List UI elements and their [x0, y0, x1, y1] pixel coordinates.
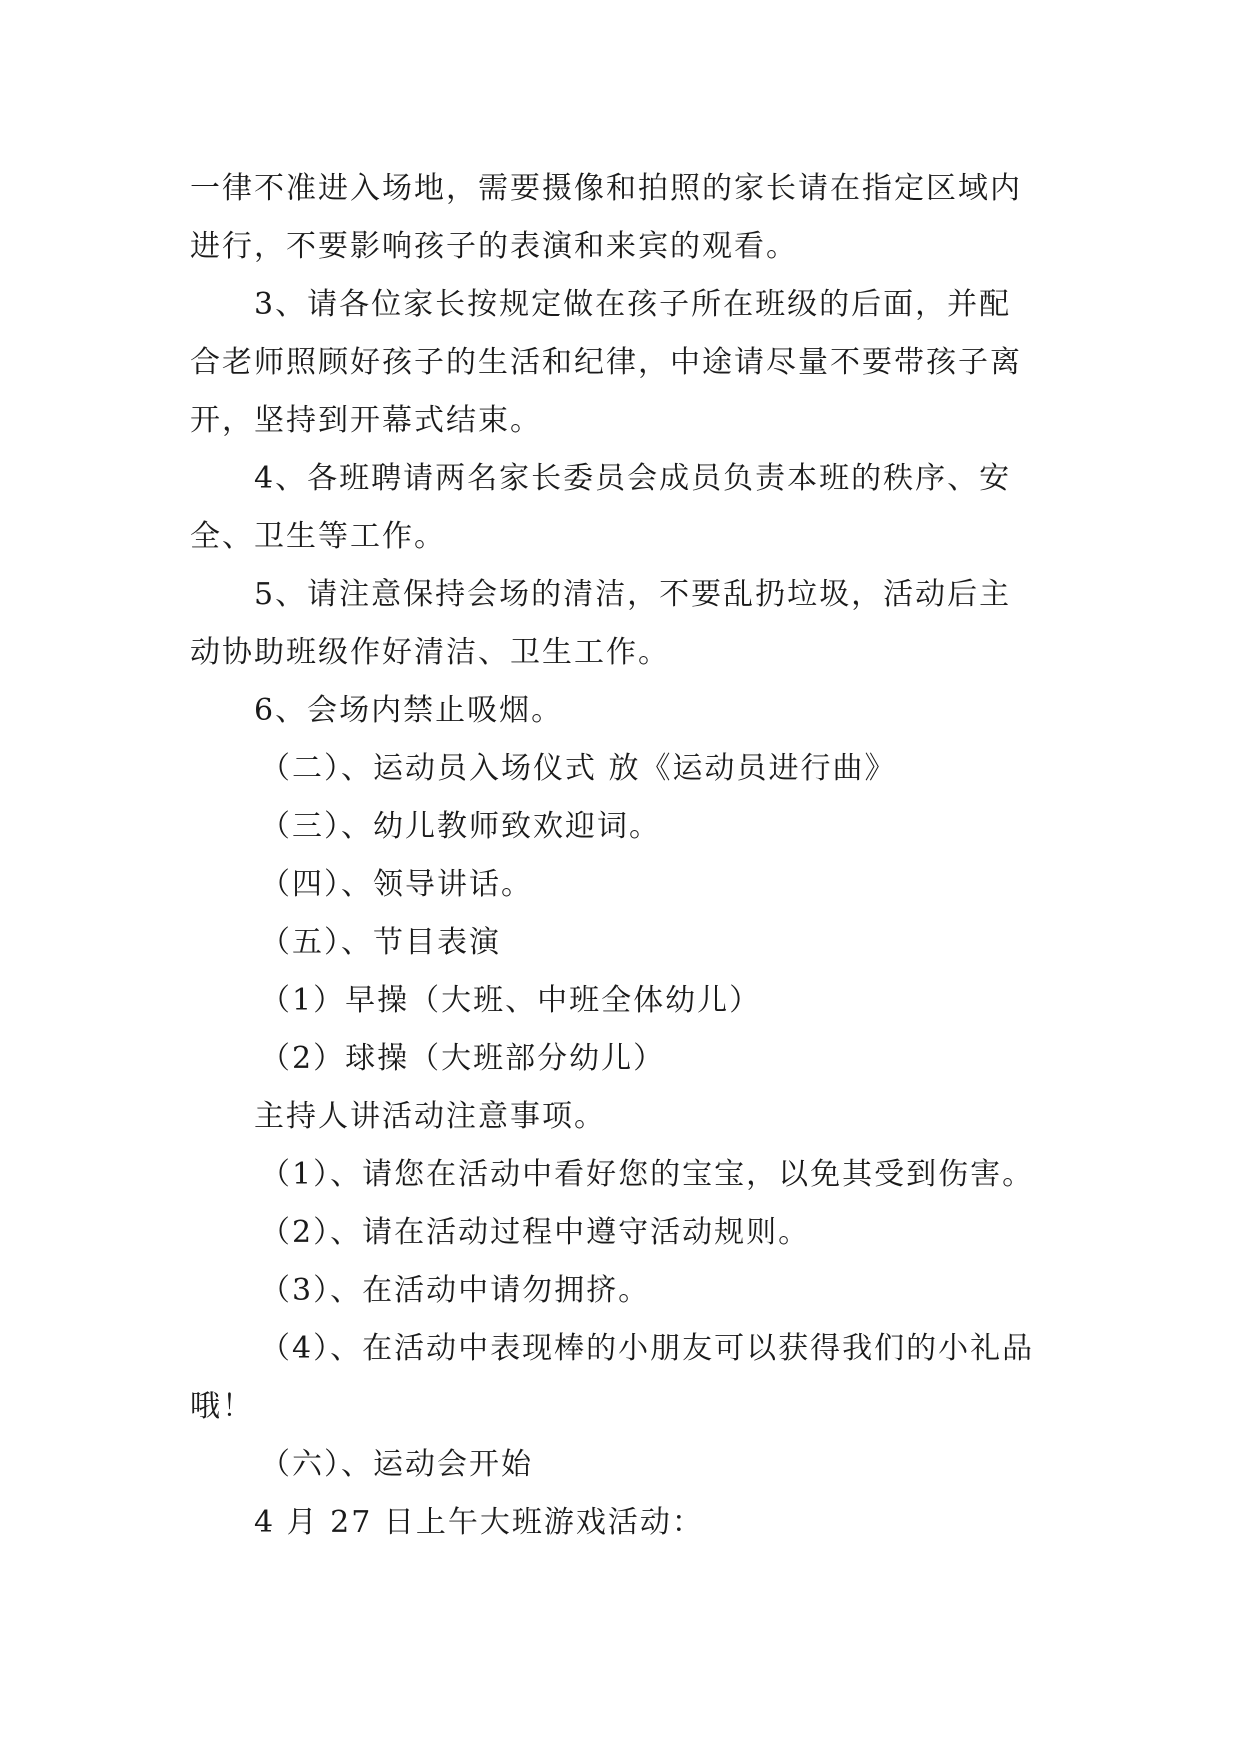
text-line: （3）、在活动中请勿拥挤。 — [260, 1273, 651, 1308]
document-body — [190, 160, 1070, 1552]
text-line: 哦！ — [190, 1389, 254, 1424]
text-line: （1）早操（大班、中班全体幼儿） — [260, 983, 762, 1018]
text-line: （2）、请在活动过程中遵守活动规则。 — [260, 1215, 811, 1250]
text-line: （六）、运动会开始 — [260, 1447, 533, 1482]
text-line: 开，坚持到开幕式结束。 — [190, 403, 542, 438]
text-line: 全、卫生等工作。 — [190, 519, 446, 554]
text-line: （4）、在活动中表现棒的小朋友可以获得我们的小礼品 — [260, 1331, 1035, 1366]
text-line: 合老师照顾好孩子的生活和纪律，中途请尽量不要带孩子离 — [190, 345, 1022, 380]
text-line: 进行，不要影响孩子的表演和来宾的观看。 — [190, 229, 798, 264]
text-line: 6、会场内禁止吸烟。 — [254, 693, 564, 728]
text-line: （二）、运动员入场仪式 放《运动员进行曲》 — [260, 751, 897, 786]
text-line: 3、请各位家长按规定做在孩子所在班级的后面，并配 — [254, 287, 1012, 322]
text-line: （2）球操（大班部分幼儿） — [260, 1041, 666, 1076]
text-line: （1）、请您在活动中看好您的宝宝，以免其受到伤害。 — [260, 1157, 1035, 1192]
text-line: 主持人讲活动注意事项。 — [254, 1099, 606, 1134]
text-line: （五）、节目表演 — [260, 925, 501, 960]
text-line: 5、请注意保持会场的清洁，不要乱扔垃圾，活动后主 — [254, 577, 1012, 612]
text-line: 一律不准进入场地，需要摄像和拍照的家长请在指定区域内 — [190, 171, 1022, 206]
text-line: 动协助班级作好清洁、卫生工作。 — [190, 635, 670, 670]
text-line: （四）、领导讲话。 — [260, 867, 533, 902]
text-line: 4 月 27 日上午大班游戏活动： — [254, 1505, 704, 1540]
text-line: 4、各班聘请两名家长委员会成员负责本班的秩序、安 — [254, 461, 1012, 496]
text-line: （三）、幼儿教师致欢迎词。 — [260, 809, 661, 844]
